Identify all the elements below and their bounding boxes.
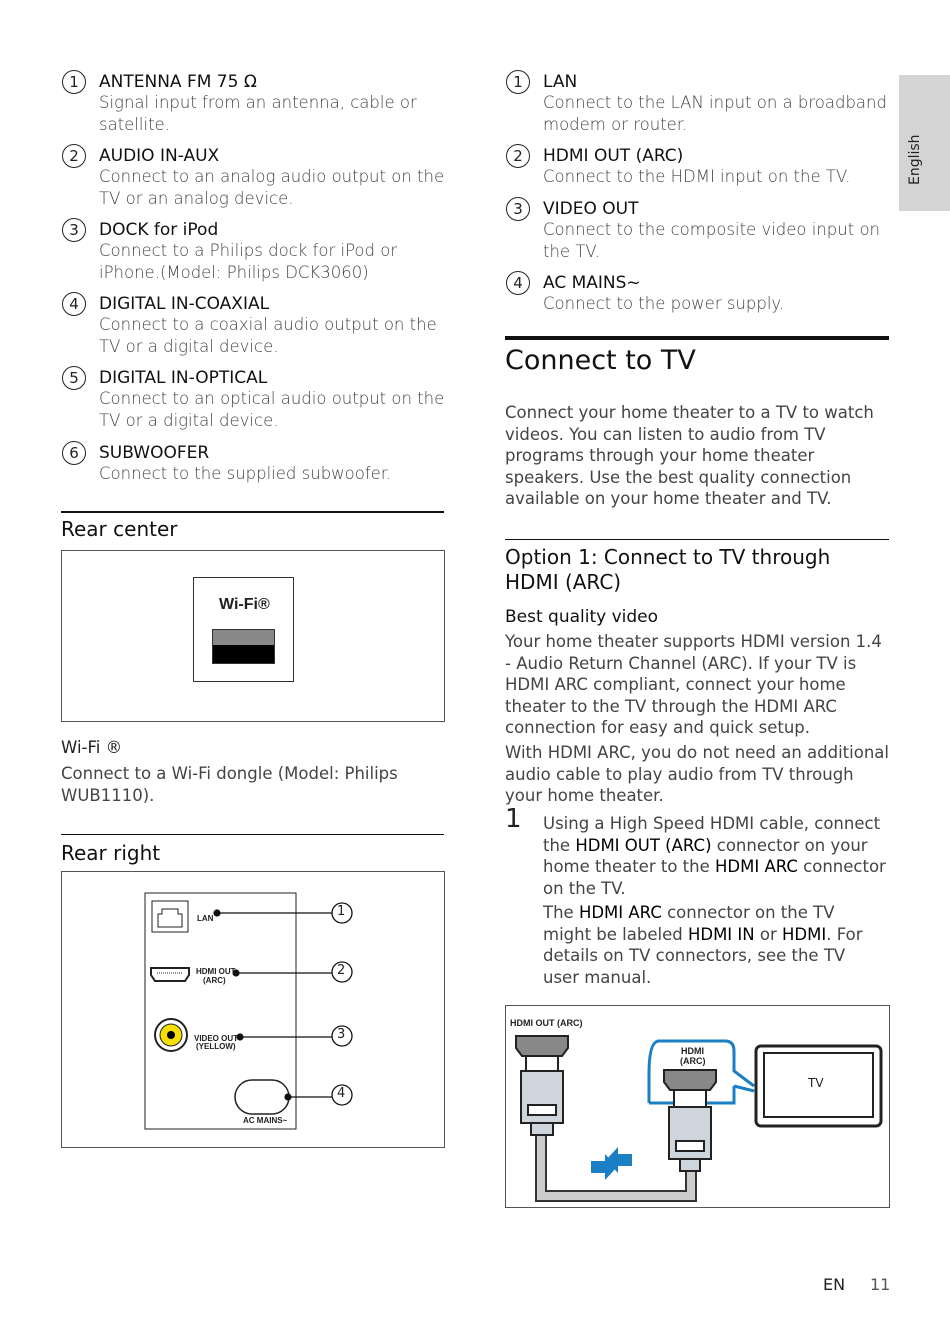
number-badge: 2 <box>506 144 530 168</box>
video-yellow-label: (YELLOW) <box>196 1042 236 1051</box>
video-port-icon <box>155 1019 187 1051</box>
callout-1: 1 <box>337 904 346 919</box>
number-badge: 6 <box>62 441 86 465</box>
connector-title: DOCK for iPod <box>99 220 219 240</box>
wifi-logo: Wi-Fi® <box>219 596 270 613</box>
hdmi-arc-label: (ARC) <box>203 976 226 985</box>
hdmi-plug-left <box>516 1036 568 1135</box>
section-rule <box>505 336 889 340</box>
option1-heading: Option 1: Connect to TV through HDMI (ARC) <box>505 545 831 594</box>
arc-arrows-icon <box>591 1147 632 1180</box>
language-tab-label: English <box>907 134 923 185</box>
callout-3: 3 <box>337 1027 346 1042</box>
rear-panel-diagram <box>62 872 446 1149</box>
wifi-title: Wi-Fi ® <box>61 738 123 757</box>
connector-desc: Connect to a Philips dock for iPod or iPhone.(Model: Philips DCK3060) <box>99 241 398 282</box>
connector-title: ANTENNA FM 75 Ω <box>99 72 257 92</box>
divider <box>505 539 889 540</box>
lan-label: LAN <box>197 914 214 923</box>
connector-title: VIDEO OUT <box>543 199 639 219</box>
connect-tv-intro: Connect your home theater to a TV to watch videos. You can listen to audio from TV programs through your home theater speakers. Use the best quality connection available on your home theater and TV. <box>505 403 874 508</box>
connector-title: LAN <box>543 72 578 92</box>
language-tab <box>899 75 950 211</box>
step-number: 1 <box>505 804 522 834</box>
step-1-note: The HDMI ARC connector on the TV might be labeled HDMI IN or HDMI. For details on TV connectors, see the TV user manual. <box>543 903 863 987</box>
connector-title: AUDIO IN-AUX <box>99 146 220 166</box>
rear-right-figure <box>61 871 445 1148</box>
connector-title: AC MAINS~ <box>543 273 641 293</box>
divider <box>61 834 444 835</box>
connect-tv-heading: Connect to TV <box>505 345 696 376</box>
rear-right-heading: Rear right <box>61 841 161 865</box>
hdmi-connection-diagram <box>505 1005 890 1208</box>
number-badge: 4 <box>506 271 530 295</box>
tv-hdmi-label: HDMI <box>681 1046 704 1056</box>
callout-2: 2 <box>337 963 346 978</box>
tv-label: TV <box>808 1076 824 1090</box>
hdmi-arc-para2: With HDMI ARC, you do not need an additional audio cable to play audio from TV through your home theater. <box>505 743 889 805</box>
number-badge: 1 <box>62 70 86 94</box>
ac-port-icon <box>235 1080 289 1114</box>
hdmi-out-arc-label: HDMI OUT (ARC) <box>510 1018 583 1028</box>
best-quality-subheading: Best quality video <box>505 607 659 627</box>
tv-arc-label: (ARC) <box>680 1056 706 1066</box>
wifi-port <box>193 577 294 682</box>
connector-desc: Connect to a coaxial audio output on the TV or a digital device. <box>99 315 437 356</box>
connector-title: HDMI OUT (ARC) <box>543 146 684 166</box>
connector-desc: Connect to the LAN input on a broadband modem or router. <box>543 93 887 134</box>
connector-desc: Connect to an optical audio output on the TV or a digital device. <box>99 389 445 430</box>
hdmi-port-icon <box>151 968 189 981</box>
connector-title: DIGITAL IN-COAXIAL <box>99 294 270 314</box>
connector-desc: Connect to the HDMI input on the TV. <box>543 167 851 186</box>
step-1-text: Using a High Speed HDMI cable, connect the HDMI OUT (ARC) connector on your home theater to the HDMI ARC connector on the TV. <box>543 814 886 898</box>
video-out-label: VIDEO OUT <box>194 1034 239 1043</box>
number-badge: 4 <box>62 292 86 316</box>
divider <box>61 511 444 513</box>
connector-title: DIGITAL IN-OPTICAL <box>99 368 268 388</box>
connector-desc: Signal input from an antenna, cable or satellite. <box>99 93 417 134</box>
hdmi-out-label: HDMI OUT <box>196 967 236 976</box>
number-badge: 3 <box>506 197 530 221</box>
hdmi-arc-para: Your home theater supports HDMI version 1.4 - Audio Return Channel (ARC). If your TV is HDMI ARC compliant, connect your home theater to the TV through the HDMI ARC connection for easy and quick setup. <box>505 632 882 737</box>
hdmi-cable-illustration <box>506 1006 891 1209</box>
number-badge: 2 <box>62 144 86 168</box>
connector-desc: Connect to the power supply. <box>543 294 785 313</box>
rear-center-figure <box>61 550 445 722</box>
ac-mains-label: AC MAINS~ <box>243 1116 288 1125</box>
connector-title: SUBWOOFER <box>99 443 210 463</box>
lan-port-icon <box>152 901 188 932</box>
connector-desc: Connect to the composite video input on the TV. <box>543 220 881 261</box>
connector-desc: Connect to the supplied subwoofer. <box>99 464 392 483</box>
rear-center-heading: Rear center <box>61 517 178 541</box>
footer-lang: EN <box>823 1275 846 1294</box>
number-badge: 3 <box>62 218 86 242</box>
callout-4: 4 <box>337 1086 346 1101</box>
wifi-desc: Connect to a Wi-Fi dongle (Model: Philips WUB1110). <box>61 764 398 805</box>
hdmi-plug-right <box>664 1070 716 1171</box>
connector-desc: Connect to an analog audio output on the TV or an analog device. <box>99 167 445 208</box>
number-badge: 1 <box>506 70 530 94</box>
usb-port-icon <box>212 629 275 664</box>
number-badge: 5 <box>62 366 86 390</box>
page-number: 11 <box>870 1275 891 1294</box>
